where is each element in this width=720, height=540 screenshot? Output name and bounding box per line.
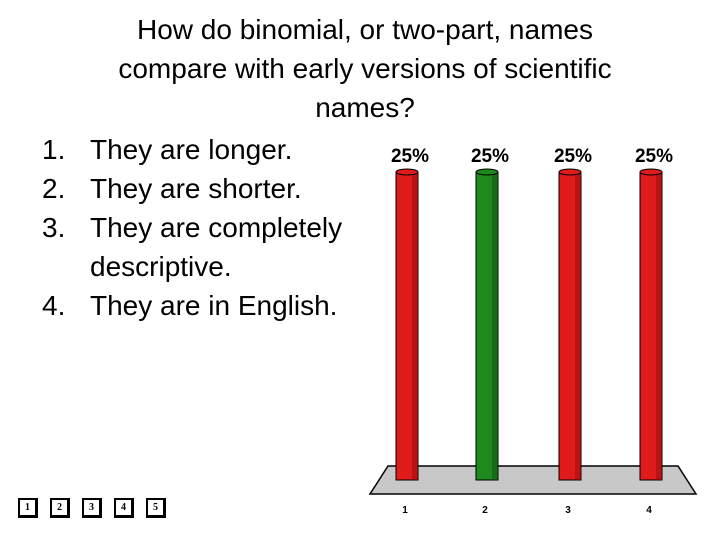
answer-number: 4. (42, 290, 66, 321)
answer-text: They are in English. (90, 290, 338, 321)
bar-shade (492, 172, 498, 480)
keypad-key-3[interactable]: 3 (82, 498, 102, 518)
question-line-1: How do binomial, or two-part, names (137, 14, 593, 45)
value-label: 25% (553, 146, 593, 167)
answer-number: 3. (42, 212, 66, 243)
value-label: 25% (390, 146, 430, 167)
answer-text: They are longer. (90, 134, 293, 165)
bar-cap (476, 169, 498, 175)
bar-1 (396, 169, 418, 480)
question-line-2: compare with early versions of scientific (118, 53, 612, 84)
question-line-3: names? (315, 92, 415, 123)
keypad-key-2[interactable]: 2 (50, 498, 70, 518)
keypad-key-1[interactable]: 1 (18, 498, 38, 518)
bar-shade (656, 172, 662, 480)
category-label: 1 (402, 505, 408, 516)
value-label: 25% (470, 146, 510, 167)
bar-cap (559, 169, 581, 175)
answer-number: 2. (42, 173, 66, 204)
category-label: 4 (646, 505, 652, 516)
bar-shade (575, 172, 581, 480)
answer-text: They are completely descriptive. (90, 212, 343, 282)
bar-3 (559, 169, 581, 480)
bar-2 (476, 169, 498, 480)
keypad-key-5[interactable]: 5 (146, 498, 166, 518)
answer-text: They are shorter. (90, 173, 302, 204)
bar-cap (396, 169, 418, 175)
bar-shade (412, 172, 418, 480)
category-label: 2 (482, 505, 488, 516)
category-label: 3 (565, 505, 571, 516)
bar-cap (640, 169, 662, 175)
keypad-key-4[interactable]: 4 (114, 498, 134, 518)
answer-number: 1. (42, 134, 66, 165)
bar-4 (640, 169, 662, 480)
value-label: 25% (634, 146, 674, 167)
